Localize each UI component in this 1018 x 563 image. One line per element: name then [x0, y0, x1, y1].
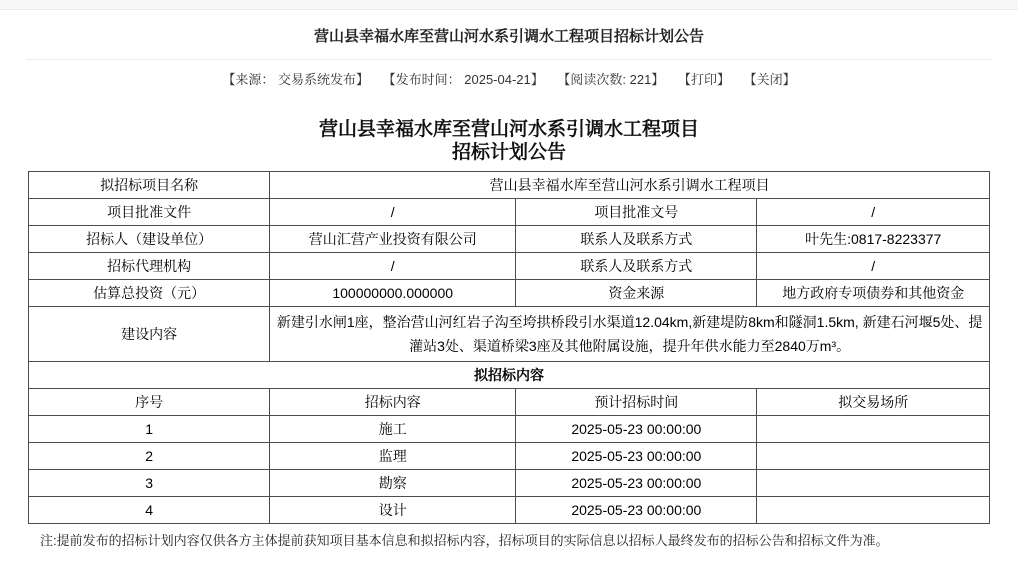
value-tenderer: 营山汇营产业投资有限公司	[270, 226, 516, 253]
label-agency-contact: 联系人及联系方式	[516, 253, 757, 280]
value-agency: /	[270, 253, 516, 280]
value-project-name: 营山县幸福水库至营山河水系引调水工程项目	[270, 172, 990, 199]
cell-content: 设计	[270, 497, 516, 524]
page-title: 营山县幸福水库至营山河水系引调水工程项目招标计划公告	[313, 28, 704, 45]
value-fund-source: 地方政府专项债券和其他资金	[757, 280, 990, 307]
value-construction-content: 新建引水闸1座，整治营山河红岩子沟至垮拱桥段引水渠道12.04km,新建堤防8km和隧洞1.5km, 新建石河堰5处、提灌站3处、渠道桥梁3座及其他附属设施，提升年供水能力至2840万m³。	[270, 307, 990, 362]
table-row-investment	[29, 280, 990, 307]
meta-publish-time: 【发布时间： 2025-04-21】	[382, 72, 544, 87]
value-investment: 100000000.000000	[270, 280, 516, 307]
cell-venue	[757, 443, 990, 470]
cell-venue	[757, 416, 990, 443]
cell-content: 勘察	[270, 470, 516, 497]
column-header-venue: 拟交易场所	[757, 389, 990, 416]
column-header-content: 招标内容	[270, 389, 516, 416]
label-tenderer: 招标人（建设单位）	[29, 226, 270, 253]
value-tenderer-contact: 叶先生:0817-8223377	[757, 226, 990, 253]
close-button[interactable]: 【关闭】	[743, 72, 796, 87]
main-heading-line2: 招标计划公告	[451, 142, 566, 163]
value-agency-contact: /	[757, 253, 990, 280]
cell-venue	[757, 470, 990, 497]
label-fund-source: 资金来源	[516, 280, 757, 307]
label-tenderer-contact: 联系人及联系方式	[516, 226, 757, 253]
label-investment: 估算总投资（元）	[29, 280, 270, 307]
cell-venue	[757, 497, 990, 524]
cell-seq: 1	[29, 416, 270, 443]
table-row-tenderer	[29, 226, 990, 253]
label-project-name: 拟招标项目名称	[29, 172, 270, 199]
top-bar	[0, 0, 1018, 10]
announcement-table	[28, 171, 990, 524]
label-approval-doc: 项目批准文件	[29, 199, 270, 226]
cell-content: 施工	[270, 416, 516, 443]
label-approval-no: 项目批准文号	[516, 199, 757, 226]
table-row	[29, 470, 990, 497]
table-row-agency	[29, 253, 990, 280]
cell-time: 2025-05-23 00:00:00	[516, 443, 757, 470]
cell-seq: 2	[29, 443, 270, 470]
footer-note: 注:提前发布的招标计划内容仅供各方主体提前获知项目基本信息和拟招标内容，招标项目的实际信息以招标人最终发布的招标公告和招标文件为准。	[40, 533, 889, 548]
table-row-project-name	[29, 172, 990, 199]
label-construction-content: 建设内容	[29, 307, 270, 362]
table-row-approval	[29, 199, 990, 226]
cell-time: 2025-05-23 00:00:00	[516, 416, 757, 443]
main-heading	[0, 118, 1018, 164]
cell-time: 2025-05-23 00:00:00	[516, 497, 757, 524]
cell-seq: 4	[29, 497, 270, 524]
column-header-time: 预计招标时间	[516, 389, 757, 416]
table-row	[29, 443, 990, 470]
print-button[interactable]: 【打印】	[677, 72, 730, 87]
main-heading-line1: 营山县幸福水库至营山河水系引调水工程项目	[318, 119, 699, 140]
value-approval-doc: /	[270, 199, 516, 226]
table-row-section-title	[29, 362, 990, 389]
cell-seq: 3	[29, 470, 270, 497]
table-row	[29, 416, 990, 443]
meta-source: 【来源： 交易系统发布】	[222, 72, 370, 87]
meta-bar	[0, 60, 1018, 98]
table-row-construction-content	[29, 307, 990, 362]
section-title-planned-tenders: 拟招标内容	[29, 362, 990, 389]
meta-view-count: 【阅读次数: 221】	[557, 72, 665, 87]
cell-time: 2025-05-23 00:00:00	[516, 470, 757, 497]
table-row	[29, 497, 990, 524]
cell-content: 监理	[270, 443, 516, 470]
label-agency: 招标代理机构	[29, 253, 270, 280]
column-header-seq: 序号	[29, 389, 270, 416]
value-approval-no: /	[757, 199, 990, 226]
table-header-row	[29, 389, 990, 416]
